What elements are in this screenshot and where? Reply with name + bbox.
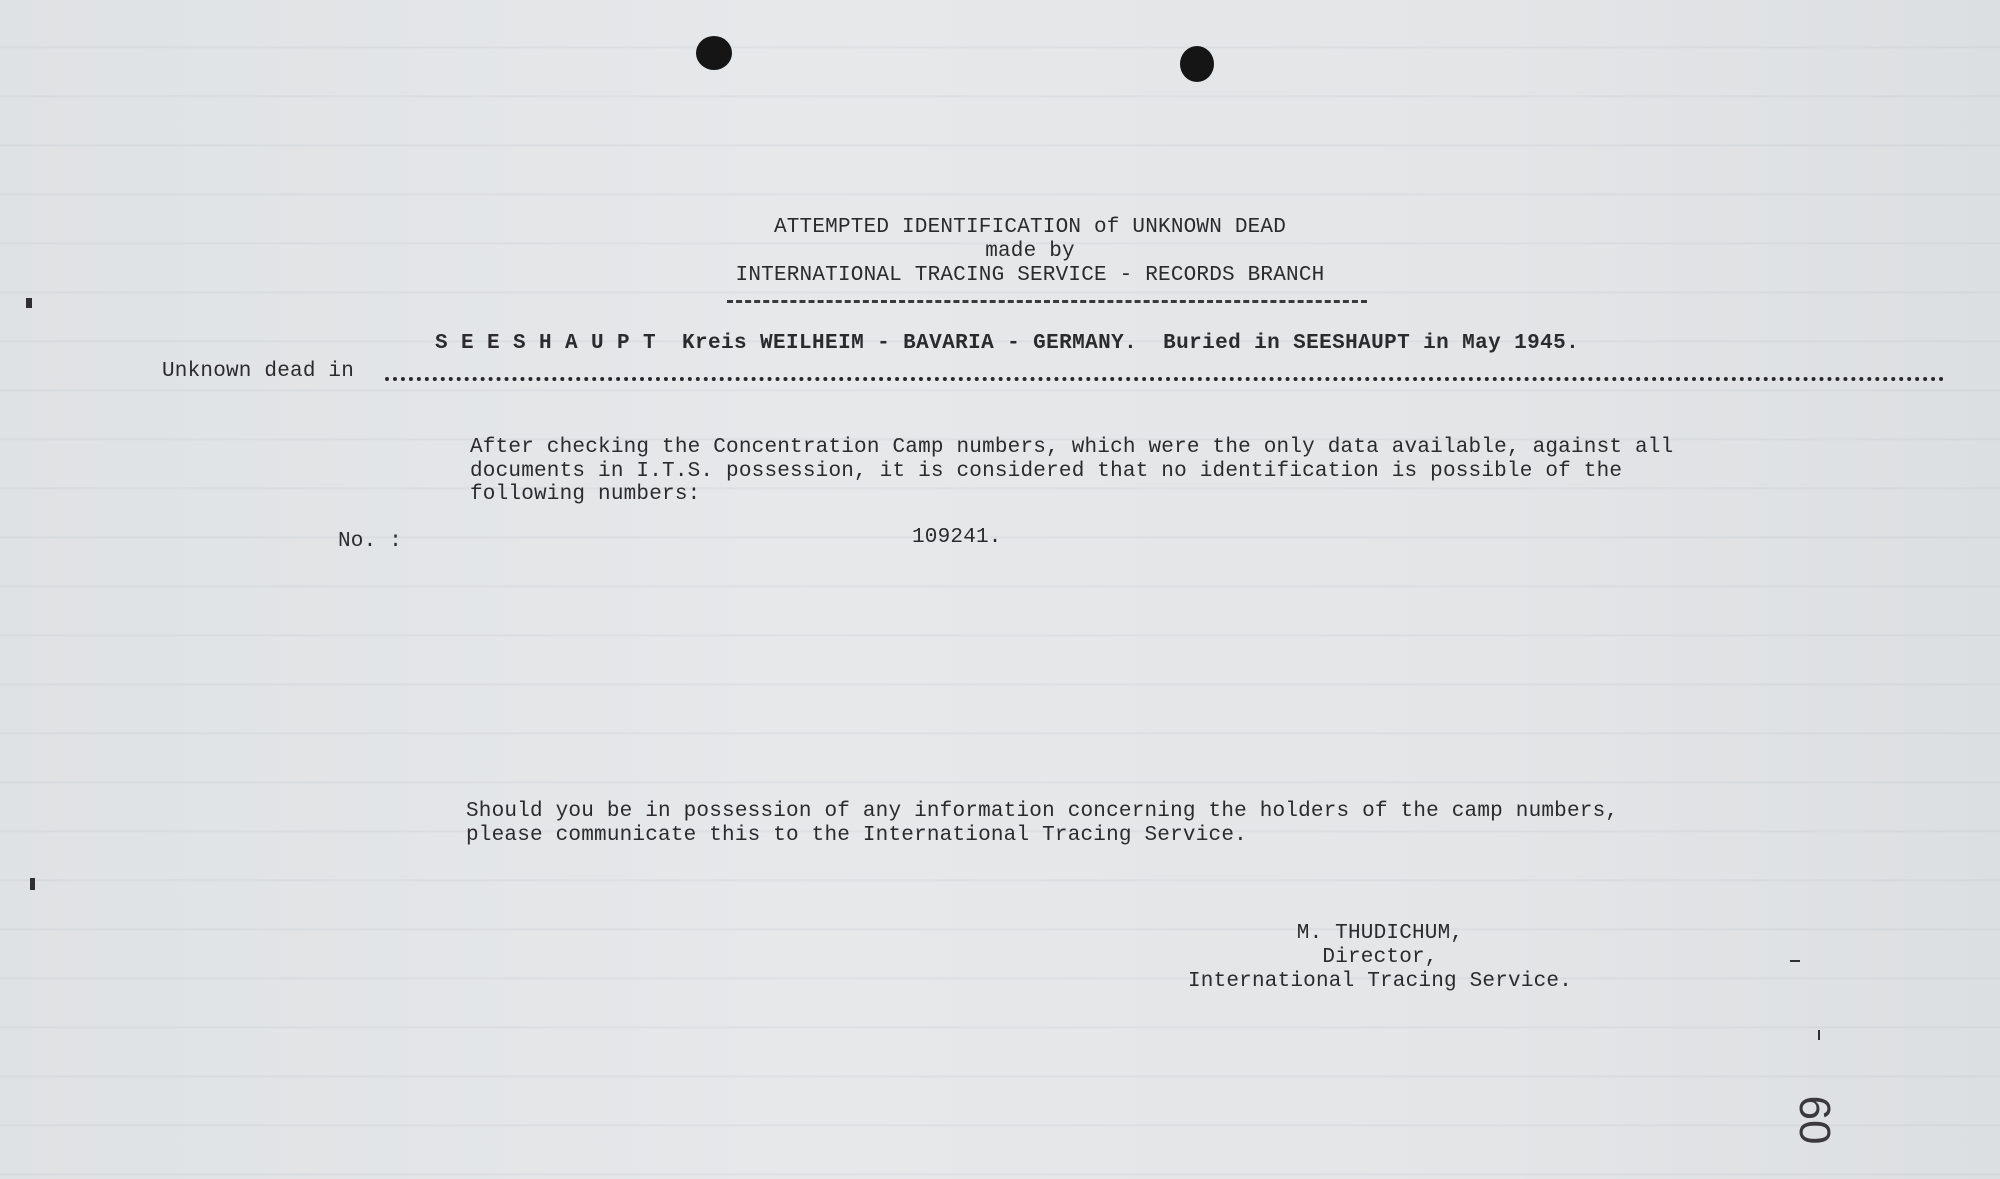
signature-name: M. THUDICHUM,	[1296, 922, 1464, 945]
edge-tick-2	[1818, 1030, 1820, 1040]
margin-mark-bottom	[30, 878, 35, 890]
paragraph-1-line-2: documents in I.T.S. possession, it is considered that no identification is possible of the	[470, 460, 1623, 483]
document-title: ATTEMPTED IDENTIFICATION of UNKNOWN DEAD	[773, 216, 1287, 239]
location-label: Unknown dead in	[162, 360, 355, 383]
organisation-line: INTERNATIONAL TRACING SERVICE - RECORDS BRANCH	[735, 264, 1325, 287]
edge-tick-1	[1790, 960, 1800, 962]
made-by-line: made by	[985, 240, 1075, 263]
dotted-fill-line	[385, 377, 1945, 381]
signature-organisation: International Tracing Service.	[1187, 970, 1573, 993]
paragraph-2-line-2: please communicate this to the International Tracing Service.	[466, 824, 1247, 847]
page-stamp-number: 60	[1790, 1095, 1839, 1145]
signature-title: Director,	[1322, 946, 1438, 969]
number-label: No. :	[338, 530, 403, 553]
camp-number: 109241.	[912, 526, 1002, 549]
title-underline	[727, 300, 1367, 303]
punch-hole-left	[696, 36, 732, 70]
margin-mark-top	[26, 298, 32, 308]
punch-hole-right	[1180, 46, 1214, 82]
paragraph-2-line-1: Should you be in possession of any information concerning the holders of the camp numbers,	[466, 800, 1619, 823]
paragraph-1-line-3: following numbers:	[470, 483, 701, 506]
paragraph-1-line-1: After checking the Concentration Camp numbers, which were the only data available, against all	[470, 436, 1674, 459]
location-value: S E E S H A U P T Kreis WEILHEIM - BAVARIA - GERMANY. Buried in SEESHAUPT in May 1945.	[435, 332, 1580, 355]
